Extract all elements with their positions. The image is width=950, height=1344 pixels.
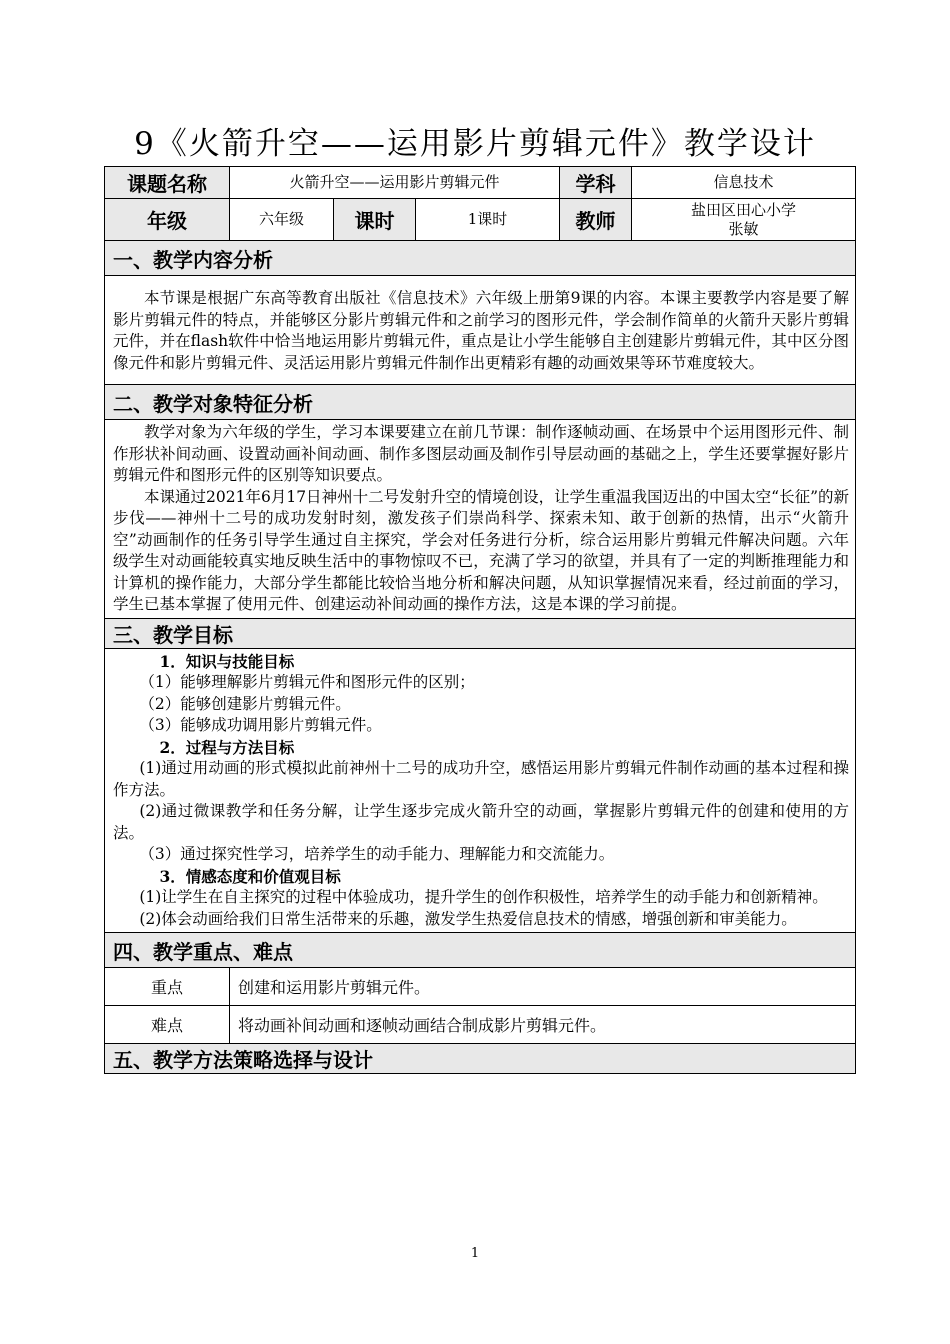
- goal-2-title: 2．过程与方法目标: [159, 737, 295, 757]
- goal-1-title: 1．知识与技能目标: [159, 651, 295, 671]
- subject-label: 学科: [560, 167, 632, 199]
- goal-1-item-3: （3）能够成功调用影片剪辑元件。: [139, 716, 382, 734]
- learner-analysis-paragraph-1: 教学对象为六年级的学生，学习本课要建立在前几节课：制作逐帧动画、在场景中个运用图形元件、制作形状补间动画、设置动画补间动画、制作多图层动画及制作引导层动画的基础之上，学生还要掌握好影片剪辑元件和图形元件的区别等知识要点。: [113, 423, 850, 484]
- section-1-heading: 一、教学内容分析: [105, 241, 856, 276]
- section-3-heading: 三、教学目标: [105, 618, 856, 648]
- difficulty-value: 将动画补间动画和逐帧动画结合制成影片剪辑元件。: [230, 1006, 856, 1044]
- hours-value: 1课时: [416, 199, 560, 241]
- goal-3-item-2: (2)体会动画给我们日常生活带来的乐趣，激发学生热爱信息技术的情感，增强创新和审美能力。: [139, 909, 797, 928]
- teacher-name: 张敏: [728, 219, 759, 238]
- section-3-body: [105, 648, 856, 933]
- grade-label: 年级: [105, 199, 230, 241]
- teacher-value: [632, 199, 856, 241]
- section-2-body: [105, 420, 856, 619]
- difficulty-label: 难点: [105, 1006, 230, 1044]
- learner-analysis-paragraph-2: 本课通过2021年6月17日神州十二号发射升空的情境创设，让学生重温我国迈出的中国太空“长征”的新步伐——神州十二号的成功发射时刻，激发孩子们崇尚科学、探索未知、敢于创新的热情，出示“火箭升空”动画制作的任务引导学生通过自主探究，学会对任务进行分析，综合运用影片剪辑元件解决问题。六年级学生对动画能较真实地反映生活中的事物惊叹不已，充满了学习的欲望，并具有了一定的判断推理能力和计算机的操作能力，大部分学生都能比较恰当地分析和解决问题，从知识掌握情况来看，经过前面的学习，学生已基本掌握了使用元件、创建运动补间动画的操作方法，这是本课的学习前提。: [113, 487, 850, 613]
- topic-label: 课题名称: [105, 167, 230, 199]
- section-4-heading: 四、教学重点、难点: [105, 933, 856, 968]
- grade-value: 六年级: [230, 199, 334, 241]
- key-point-value: 创建和运用影片剪辑元件。: [230, 968, 856, 1006]
- document-title: 9《火箭升空——运用影片剪辑元件》教学设计: [134, 126, 816, 162]
- teacher-label: 教师: [560, 199, 632, 241]
- goal-1-item-1: （1）能够理解影片剪辑元件和图形元件的区别；: [139, 673, 475, 691]
- teacher-school: 盐田区田心小学: [691, 200, 797, 219]
- section-2-heading: 二、教学对象特征分析: [105, 385, 856, 420]
- goal-2-item-3: （3）通过探究性学习，培养学生的动手能力、理解能力和交流能力。: [139, 845, 615, 863]
- subject-value: 信息技术: [632, 167, 856, 199]
- goal-1-item-2: （2）能够创建影片剪辑元件。: [139, 694, 351, 713]
- page-number: 1: [470, 1246, 480, 1261]
- goal-2-item-2: (2)通过微课教学和任务分解，让学生逐步完成火箭升空的动画，掌握影片剪辑元件的创建和使用的方法。: [113, 802, 850, 842]
- section-1-body: [105, 276, 856, 385]
- goal-3-item-1: (1)让学生在自主探究的过程中体验成功，提升学生的创作积极性，培养学生的动手能力和创新精神。: [139, 888, 828, 906]
- goal-2-item-1: (1)通过用动画的形式模拟此前神州十二号的成功升空，感悟运用影片剪辑元件制作动画的基本过程和操作方法。: [113, 759, 850, 799]
- key-point-label: 重点: [105, 968, 230, 1006]
- section-5-heading: 五、教学方法策略选择与设计: [105, 1044, 856, 1074]
- lesson-plan-table: [104, 166, 855, 1074]
- topic-value: 火箭升空——运用影片剪辑元件: [230, 167, 560, 199]
- content-analysis-paragraph: 本节课是根据广东高等教育出版社《信息技术》六年级上册第9课的内容。本课主要教学内容是要了解影片剪辑元件的特点，并能够区分影片剪辑元件和之前学习的图形元件，学会制作简单的火箭升天影片剪辑元件，并在flash软件中恰当地运用影片剪辑元件，重点是让小学生能够自主创建影片剪辑元件，其中区分图像元件和影片剪辑元件、灵活运用影片剪辑元件制作出更精彩有趣的动画效果等环节难度较大。: [113, 289, 850, 372]
- goal-3-title: 3．情感态度和价值观目标: [159, 866, 341, 886]
- hours-label: 课时: [334, 199, 416, 241]
